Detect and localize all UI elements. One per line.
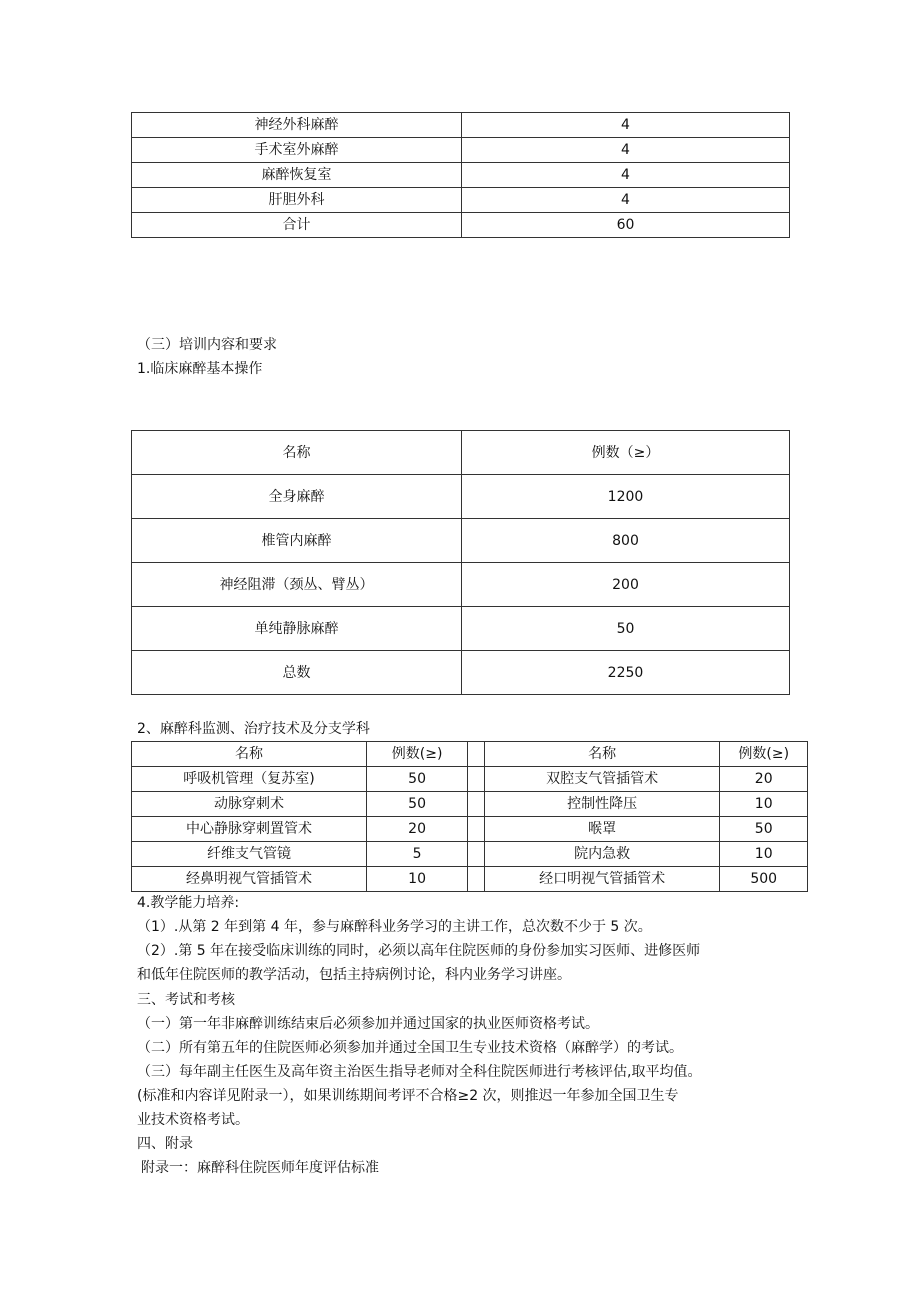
- table-cell-left-name: 经鼻明视气管插管术: [132, 867, 367, 892]
- table-cell-left-count: 20: [367, 817, 468, 842]
- paragraph: （2）.第 5 年在接受临床训练的同时，必须以高年住院医师的身份参加实习医师、进修医师: [137, 943, 701, 959]
- table-cell-value: 4: [462, 113, 790, 138]
- table-row: [132, 767, 808, 792]
- spacer-cell: [468, 867, 485, 892]
- table-cell-count: 800: [462, 519, 790, 563]
- paragraph: 业技术资格考试。: [137, 1112, 249, 1128]
- table-cell-right-count: 50: [720, 817, 808, 842]
- paragraph: 4.教学能力培养:: [137, 895, 240, 911]
- table-cell-name: 全身麻醉: [132, 475, 462, 519]
- table-cell-name: 神经外科麻醉: [132, 113, 462, 138]
- subsection-heading: 2、麻醉科监测、治疗技术及分支学科: [137, 721, 370, 737]
- table-cell-name: 合计: [132, 213, 462, 238]
- table-cell-right-name: 经口明视气管插管术: [484, 867, 720, 892]
- header-count: 例数（≥）: [462, 431, 790, 475]
- monitoring-techniques-table: [131, 741, 808, 892]
- table-row: [132, 113, 790, 138]
- table-cell-value: 60: [462, 213, 790, 238]
- subsection-heading: 1.临床麻醉基本操作: [137, 361, 263, 377]
- table-row: [132, 213, 790, 238]
- table-cell-name: 麻醉恢复室: [132, 163, 462, 188]
- table-cell-value: 4: [462, 163, 790, 188]
- spacer-cell: [468, 817, 485, 842]
- table-cell-value: 4: [462, 138, 790, 163]
- table-row: [132, 817, 808, 842]
- paragraph: 和低年住院医师的教学活动，包括主持病例讨论，科内业务学习讲座。: [137, 967, 571, 983]
- table-cell-left-count: 50: [367, 767, 468, 792]
- table-cell-count: 2250: [462, 651, 790, 695]
- table-row: [132, 607, 790, 651]
- spacer-cell: [468, 742, 485, 767]
- table-header-row: [132, 431, 790, 475]
- table-header-row: [132, 742, 808, 767]
- header-left-name: 名称: [132, 742, 367, 767]
- table-row: [132, 792, 808, 817]
- spacer-cell: [468, 842, 485, 867]
- summary-table: [131, 112, 790, 238]
- table-cell-right-count: 500: [720, 867, 808, 892]
- table-row: [132, 188, 790, 213]
- paragraph: (标准和内容详见附录一），如果训练期间考评不合格≥2 次，则推迟一年参加全国卫生专: [137, 1088, 679, 1104]
- table-row: [132, 138, 790, 163]
- table-cell-left-name: 纤维支气管镜: [132, 842, 367, 867]
- paragraph: （二）所有第五年的住院医师必须参加并通过全国卫生专业技术资格（麻醉学）的考试。: [137, 1040, 683, 1056]
- table-cell-left-count: 5: [367, 842, 468, 867]
- table-cell-left-name: 动脉穿刺术: [132, 792, 367, 817]
- table-row: [132, 475, 790, 519]
- table-cell-right-count: 10: [720, 842, 808, 867]
- table-cell-name: 椎管内麻醉: [132, 519, 462, 563]
- table-row: [132, 563, 790, 607]
- table-cell-left-count: 50: [367, 792, 468, 817]
- section-heading: 三、考试和考核: [137, 992, 235, 1008]
- paragraph: （1）.从第 2 年到第 4 年，参与麻醉科业务学习的主讲工作，总次数不少于 5 次。: [137, 919, 652, 935]
- table-row: [132, 163, 790, 188]
- table-cell-right-name: 喉罩: [484, 817, 720, 842]
- table-cell-name: 神经阻滞（颈丛、臂丛）: [132, 563, 462, 607]
- section-heading: （三）培训内容和要求: [137, 337, 277, 353]
- table-cell-right-count: 20: [720, 767, 808, 792]
- paragraph: （三）每年副主任医生及高年资主治医生指导老师对全科住院医师进行考核评估,取平均值。: [137, 1064, 702, 1080]
- section-heading: 四、附录: [137, 1136, 193, 1152]
- table-cell-value: 4: [462, 188, 790, 213]
- header-right-count: 例数(≥): [720, 742, 808, 767]
- table-cell-right-name: 双腔支气管插管术: [484, 767, 720, 792]
- table-row: [132, 842, 808, 867]
- table-cell-name: 手术室外麻醉: [132, 138, 462, 163]
- table-cell-count: 50: [462, 607, 790, 651]
- table-row: [132, 867, 808, 892]
- basic-operations-table: [131, 430, 790, 695]
- table-row: [132, 651, 790, 695]
- table-cell-right-count: 10: [720, 792, 808, 817]
- spacer-cell: [468, 792, 485, 817]
- table-cell-right-name: 院内急救: [484, 842, 720, 867]
- spacer-cell: [468, 767, 485, 792]
- table-cell-count: 1200: [462, 475, 790, 519]
- paragraph: （一）第一年非麻醉训练结束后必须参加并通过国家的执业医师资格考试。: [137, 1016, 599, 1032]
- table-cell-right-name: 控制性降压: [484, 792, 720, 817]
- table-row: [132, 519, 790, 563]
- table-cell-name: 肝胆外科: [132, 188, 462, 213]
- header-right-name: 名称: [484, 742, 720, 767]
- table-cell-left-name: 呼吸机管理（复苏室): [132, 767, 367, 792]
- header-left-count: 例数(≥): [367, 742, 468, 767]
- table-cell-name: 总数: [132, 651, 462, 695]
- header-name: 名称: [132, 431, 462, 475]
- table-cell-left-name: 中心静脉穿刺置管术: [132, 817, 367, 842]
- paragraph: 附录一：麻醉科住院医师年度评估标准: [141, 1160, 379, 1176]
- table-cell-left-count: 10: [367, 867, 468, 892]
- table-cell-name: 单纯静脉麻醉: [132, 607, 462, 651]
- table-cell-count: 200: [462, 563, 790, 607]
